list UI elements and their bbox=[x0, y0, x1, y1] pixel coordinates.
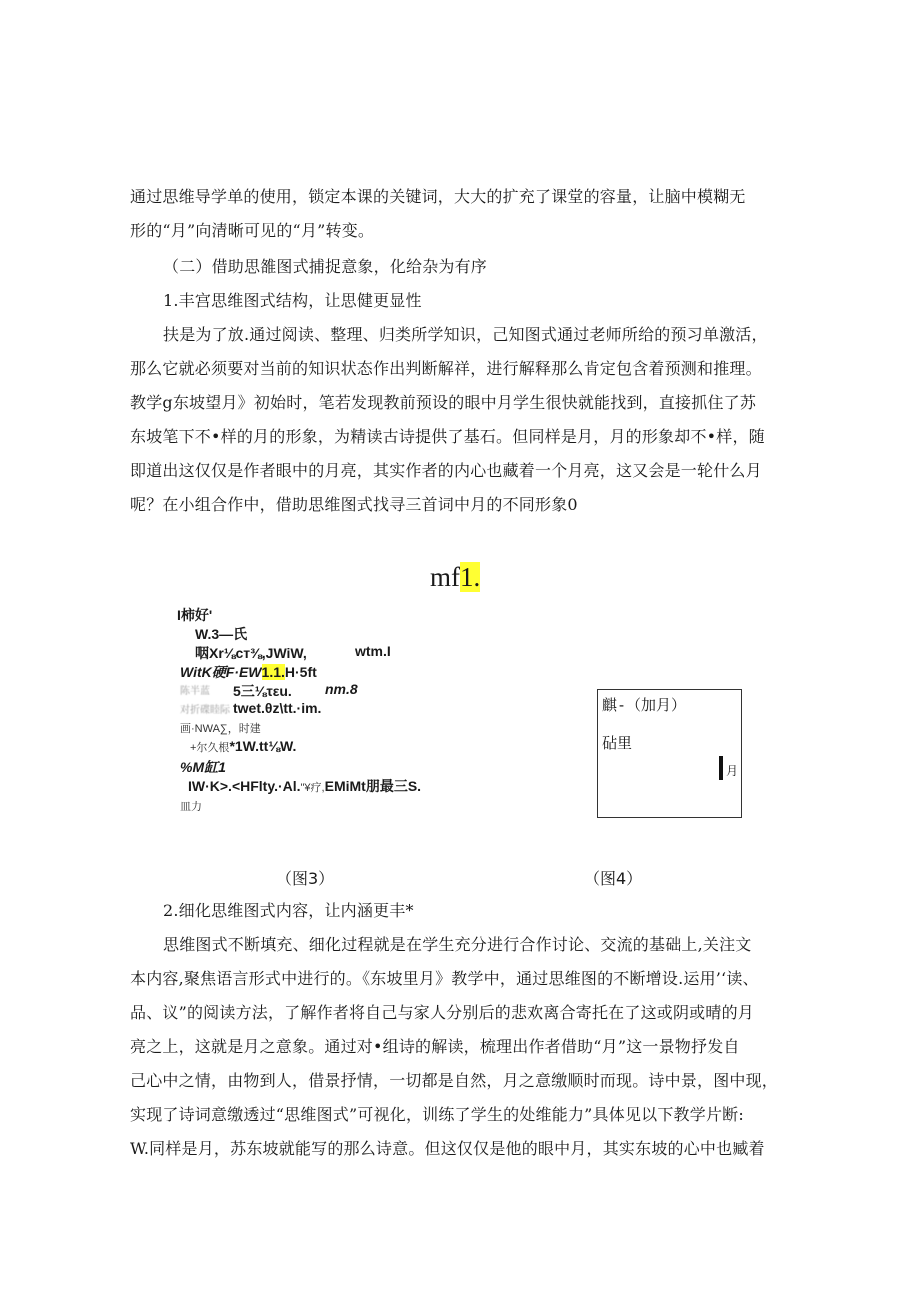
paragraph-bottom-line-2: 本内容,聚焦语言形式中进行的。《东坡里月》教学中，通过思维图的不断增设.运用’‘读、 bbox=[130, 969, 759, 988]
section-heading-2: （二）借助思雒图式捕捉意象，化给杂为有序 bbox=[163, 257, 488, 276]
figure-title-text: mf bbox=[430, 562, 460, 592]
figure-title-highlight: 1. bbox=[460, 562, 481, 592]
paragraph-bottom-line-7: W.同样是月，苏东坡就能写的那么诗意。但这仅仅是他的眼中月，其实东坡的心中也臧着 bbox=[130, 1139, 765, 1158]
fig3-line-5b: 5三⅛τεu. bbox=[233, 683, 292, 699]
fig3-line-3a: 咽Xr⅛cт⅜,JWiW, bbox=[195, 645, 307, 661]
fig3-line-4a: WitK硬F·EW bbox=[180, 664, 262, 680]
fig4-line-2: 砧里 bbox=[602, 734, 633, 752]
paragraph-mid-line-3: 教学g东坡望月》初始时，笔若发现教前预设的眼中月学生很快就能找到，直接抓住了苏 bbox=[130, 393, 757, 412]
fig4-line-3: 月 bbox=[726, 764, 739, 778]
paragraph-top-line-2: 形的“月”向清晰可见的“月”转变。 bbox=[130, 221, 375, 240]
caption-figure-4: （图4） bbox=[584, 869, 643, 888]
paragraph-bottom-line-1: 思维图式不断填充、细化过程就是在学生充分进行合作讨论、交流的基础上,关注文 bbox=[163, 935, 752, 954]
fig3-line-6a: 对折碟睦际 bbox=[180, 705, 230, 716]
fig3-line-3b: wtm.I bbox=[355, 643, 391, 659]
figure-title bbox=[430, 562, 480, 593]
fig3-line-5a: 陈半蓝 bbox=[180, 686, 210, 697]
fig3-line-8a: +尔久根 bbox=[190, 742, 230, 754]
figure-4-box bbox=[597, 689, 742, 818]
paragraph-mid-line-6: 呢？在小组合作中，借助思维图式找寻三首词中月的不同形象0 bbox=[130, 495, 578, 514]
fig3-line-10a: IW·K>.<HFlty.·Al. bbox=[188, 778, 301, 794]
fig3-line-7a: 画·NWA∑ bbox=[180, 723, 228, 735]
fig3-line-8b: *1W.tt⅛W. bbox=[229, 738, 297, 754]
fig3-line-10c: EMiMt朋最三S. bbox=[324, 778, 422, 794]
fig4-line-1: 麒-（加月） bbox=[602, 696, 687, 714]
fig3-line-2: W.3—氏 bbox=[195, 626, 248, 642]
paragraph-bottom-line-6: 实现了诗词意缴透过“思维图式”可视化，训练了学生的处维能力”具体见以下教学片断: bbox=[130, 1105, 744, 1124]
fig3-line-11: 皿力 bbox=[180, 801, 202, 813]
paragraph-top-line-1: 通过思维导学单的使用，锁定本课的关键词，大大的扩充了课堂的容量，让脑中模糊无 bbox=[130, 187, 746, 206]
paragraph-bottom-line-5: 己心中之情，由物到人，借景抒情，一切都是自然，月之意缴顺时而现。诗中景，图中现， bbox=[130, 1071, 779, 1090]
subheading-2-2: 2.细化思维图式内容，让内涵更丰* bbox=[163, 901, 414, 920]
caption-figure-3: （图3） bbox=[276, 869, 335, 888]
fig3-line-4b: H·5ft bbox=[284, 664, 317, 680]
paragraph-bottom-line-4: 亮之上，这就是月之意象。通过对•组诗的解读，梳理出作者借助“月”这一景物抒发自 bbox=[130, 1037, 740, 1056]
paragraph-mid-line-5: 即道出这仅仅是作者眼中的月亮，其实作者的内心也藏着一个月亮，这又会是一轮什么月 bbox=[130, 461, 762, 480]
paragraph-mid-line-1: 扶是为了放.通过阅读、整理、归类所学知识，己知图式通过老师所给的预习单激活， bbox=[163, 325, 768, 344]
fig3-line-4-highlight: 1.1. bbox=[261, 664, 285, 680]
paragraph-bottom-line-3: 品、议”的阅读方法，了解作者将自己与家人分别后的悲欢离合寄托在了这或阴或晴的月 bbox=[130, 1003, 754, 1022]
paragraph-mid-line-4: 东坡笔下不•样的月的形象，为精读古诗提供了基石。但同样是月，月的形象却不•样，随 bbox=[130, 427, 765, 446]
subheading-2-1: 1.丰宫思维图式结构，让思健更显性 bbox=[163, 291, 422, 310]
fig3-line-10b: "¥疗, bbox=[300, 782, 325, 794]
paragraph-mid-line-2: 那么它就必须要对当前的知识状态作出判断解祥，进行解释那么肯定包含着预测和推理。 bbox=[130, 359, 762, 378]
fig3-line-5c: nm.8 bbox=[325, 681, 358, 697]
fig3-line-1: I柿好' bbox=[177, 607, 213, 623]
fig3-line-7b: ，时建 bbox=[227, 723, 261, 735]
fig4-vertical-bar bbox=[719, 756, 723, 780]
fig3-line-9: %M缸1 bbox=[180, 759, 226, 775]
fig3-line-6b: twet.θz\tt.·im. bbox=[233, 700, 322, 716]
